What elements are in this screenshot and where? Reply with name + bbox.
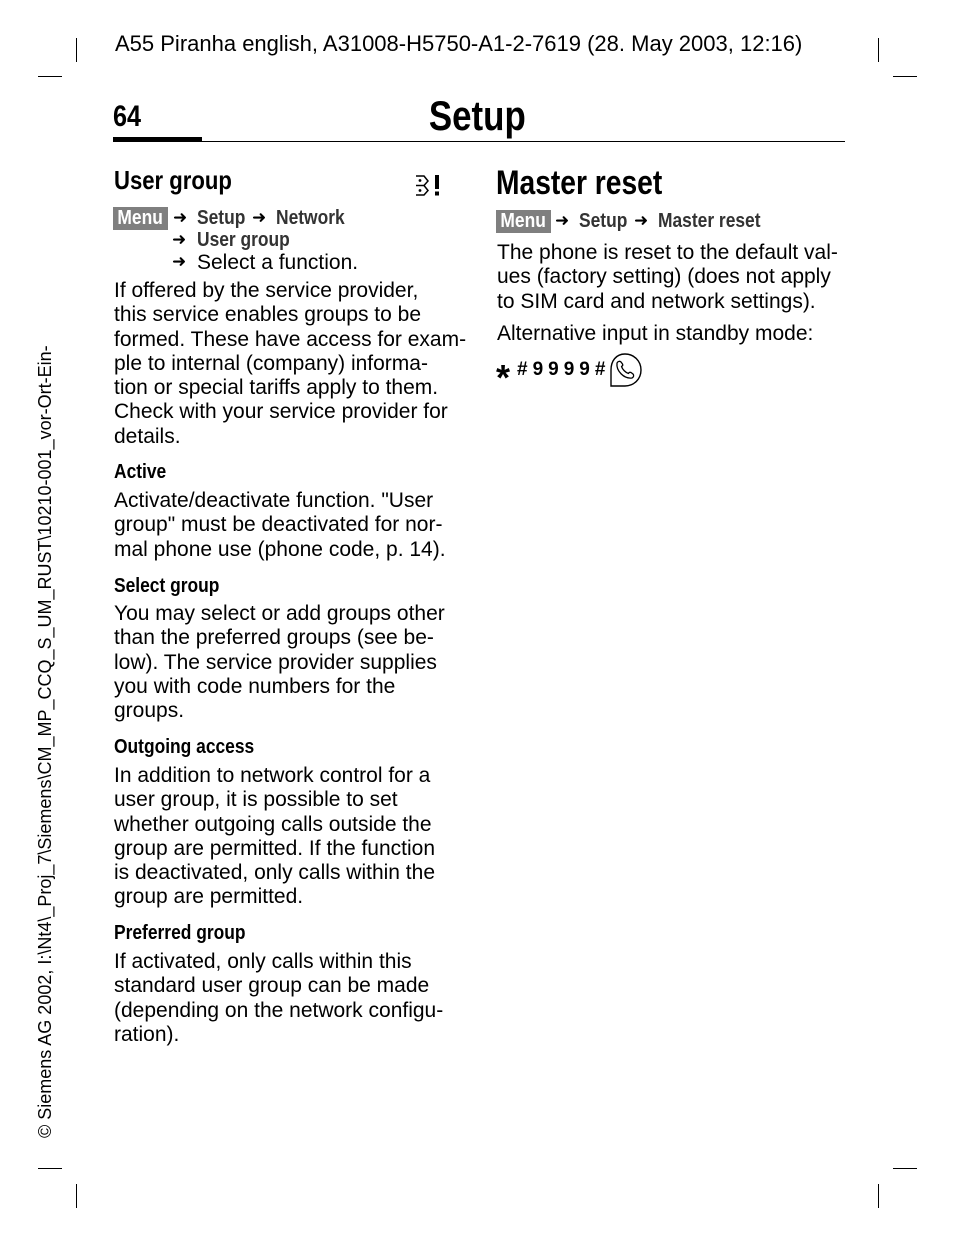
text-line: groups. xyxy=(114,699,185,723)
section-text-select-group xyxy=(114,602,445,723)
crop-mark-bottom-right-horizontal xyxy=(893,1168,917,1170)
crop-mark-top-right-horizontal xyxy=(893,76,917,78)
master-reset-heading: Master reset xyxy=(496,164,663,202)
arrow-symbol: ➜ xyxy=(172,230,187,250)
section-text-outgoing-access xyxy=(114,764,435,910)
crop-mark-bottom-left-vertical xyxy=(76,1184,78,1208)
alternative-input-label xyxy=(497,322,813,346)
text-line: group are permitted. If the function xyxy=(114,836,436,860)
arrow-symbol: ➜ xyxy=(634,211,649,231)
menu-key-text: Menu xyxy=(117,207,164,229)
text-line: Check with your service provider for xyxy=(114,400,448,424)
code-star-key: * xyxy=(496,357,511,398)
user-group-heading: User group xyxy=(114,165,232,195)
user-group-intro xyxy=(114,279,466,449)
menu-key-label xyxy=(113,207,168,230)
text-line: low). The service provider supplies xyxy=(114,650,437,674)
call-key-icon xyxy=(607,352,643,388)
header-rule xyxy=(202,141,845,143)
arrow-symbol: ➜ xyxy=(252,208,267,228)
text-line: ration). xyxy=(114,1022,180,1046)
text-line: to SIM card and network settings). xyxy=(497,289,816,313)
text-line: If activated, only calls within this xyxy=(114,950,412,973)
section-heading-outgoing-access: Outgoing access xyxy=(114,736,255,758)
text-line: is deactivated, only calls within the xyxy=(114,861,435,885)
arrow-symbol: ➜ xyxy=(172,252,187,272)
path-step-user-group: User group xyxy=(197,229,290,251)
text-line: Alternative input in standby mode: xyxy=(497,322,814,345)
menu-key-label xyxy=(496,210,551,233)
code-digits: #9999# xyxy=(517,359,611,380)
text-line: than the preferred groups (see be- xyxy=(114,626,434,650)
text-line: group" must be deactivated for nor- xyxy=(114,513,443,537)
text-line: standard user group can be made xyxy=(114,974,430,998)
text-line: If offered by the service provider, xyxy=(114,279,419,302)
section-heading-active: Active xyxy=(114,461,167,483)
arrow-symbol: ➜ xyxy=(555,211,570,231)
page-number: 64 xyxy=(113,100,142,133)
page-title: Setup xyxy=(428,92,526,139)
path-step-network: Network xyxy=(276,207,345,229)
text-line: Activate/deactivate function. "User xyxy=(114,489,434,512)
text-line: (depending on the network configu- xyxy=(114,998,444,1022)
path-action: Select a function. xyxy=(197,251,359,274)
user-group-heading-container xyxy=(114,165,253,195)
text-line: this service enables groups to be xyxy=(114,303,422,327)
side-copyright-note: © Siemens AG 2002, I:\Nt4\_Proj_7\Siemens\CM_MP_CCQ_S_UM_RUST\10210-001_vor-Ort-Ein- xyxy=(35,345,55,1138)
path-step-setup: Setup xyxy=(579,210,628,232)
master-reset-heading-container xyxy=(496,163,696,203)
text-line: group are permitted. xyxy=(114,885,304,909)
text-line: user group, it is possible to set xyxy=(114,788,398,812)
path-step-setup: Setup xyxy=(197,207,246,229)
arrow-symbol: ➜ xyxy=(173,208,188,228)
text-line: ple to internal (company) informa- xyxy=(114,351,428,375)
document-info-header: A55 Piranha english, A31008-H5750-A1-2-7619 (28. May 2003, 12:16) xyxy=(115,31,803,56)
crop-mark-bottom-right-vertical xyxy=(878,1184,880,1208)
text-line: formed. These have access for exam- xyxy=(114,327,467,351)
path-step-master-reset: Master reset xyxy=(658,210,761,232)
text-line: In addition to network control for a xyxy=(114,764,431,787)
section-heading-preferred-group: Preferred group xyxy=(114,922,246,944)
network-provider-icon xyxy=(412,173,444,199)
crop-mark-bottom-left-horizontal xyxy=(38,1168,62,1170)
text-line: ues (factory setting) (does not apply xyxy=(497,265,831,289)
text-line: you with code numbers for the xyxy=(114,674,396,698)
page-number-underline xyxy=(113,137,202,142)
menu-key-text: Menu xyxy=(500,210,547,232)
user-group-menu-path-line-3 xyxy=(0,251,359,274)
text-line: You may select or add groups other xyxy=(114,602,445,625)
text-line: tion or special tariffs apply to them. xyxy=(114,376,439,400)
text-line: mal phone use (phone code, p. 14). xyxy=(114,537,446,561)
crop-mark-top-left-horizontal xyxy=(38,76,62,78)
section-text-active xyxy=(114,489,446,562)
section-text-preferred-group xyxy=(114,950,443,1047)
page-title-container xyxy=(377,92,577,140)
crop-mark-top-left-vertical xyxy=(76,38,78,62)
page-number-container xyxy=(113,100,146,134)
master-reset-description xyxy=(497,241,838,314)
text-line: details. xyxy=(114,424,181,448)
text-line: The phone is reset to the default val- xyxy=(497,241,838,264)
text-line: whether outgoing calls outside the xyxy=(114,812,432,836)
crop-mark-top-right-vertical xyxy=(878,38,880,62)
section-heading-select-group: Select group xyxy=(114,575,220,597)
